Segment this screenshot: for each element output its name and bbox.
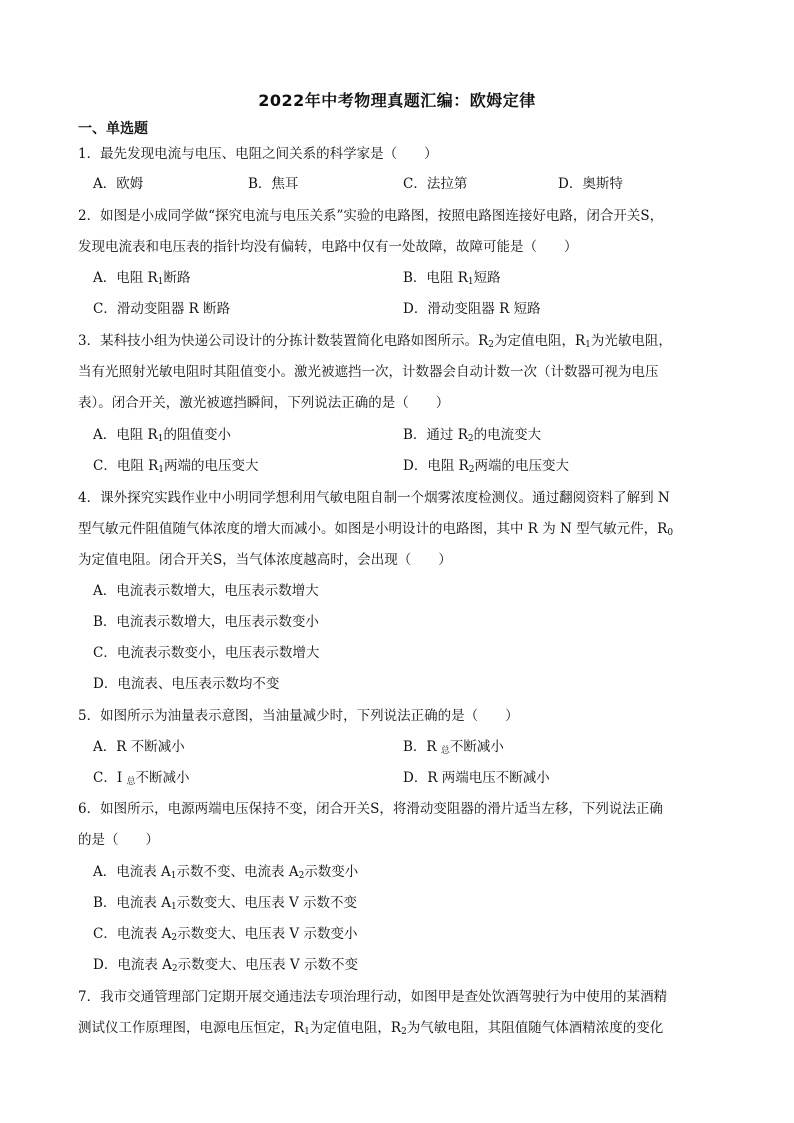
- question-3-stem-line-2: 当有光照射光敏电阻时其阻值变小。激光被遮挡一次，计数器会自动计数一次（计数器可视为电压: [78, 364, 659, 380]
- question-5-option-d: D．R 两端电压不断减小: [403, 770, 550, 786]
- question-1-option-c: C．法拉第: [403, 176, 468, 192]
- question-4-stem-line-1: 4．课外探究实践作业中小明同学想利用气敏电阻自制一个烟雾浓度检测仪。通过翻阅资料了解到 N: [78, 490, 670, 506]
- question-5-option-b: B．R $_总$不断减小: [403, 739, 504, 756]
- question-5-option-c: C．I $_总$不断减小: [93, 770, 190, 787]
- question-2-option-a: A．电阻 $R_1$断路: [93, 270, 191, 287]
- question-2-option-c: C．滑动变阻器 R 断路: [93, 301, 231, 317]
- question-5-stem: 5．如图所示为油量表示意图，当油量减少时，下列说法正确的是（ ）: [78, 708, 519, 724]
- question-3-option-a: A．电阻 $R_1$的阻值变小: [93, 427, 231, 444]
- question-6-option-b: B．电流表 $A_1$示数变大、电压表 V 示数不变: [93, 895, 358, 912]
- question-4-option-d: D．电流表、电压表示数均不变: [93, 676, 280, 692]
- question-1-option-b: B．焦耳: [248, 176, 299, 192]
- question-2-option-b: B．电阻 $R_1$短路: [403, 270, 501, 287]
- question-4-stem-line-3: 为定值电阻。闭合开关S，当气体浓度越高时，会出现（ ）: [78, 552, 452, 568]
- question-6-option-d: D．电流表 $A_2$示数变大、电压表 V 示数不变: [93, 957, 358, 974]
- question-2-stem-line-2: 发现电流表和电压表的指针均没有偏转，电路中仅有一处故障，故障可能是（ ）: [78, 239, 578, 255]
- question-3-stem-line-3: 表）。闭合开关，激光被遮挡瞬间，下列说法正确的是（ ）: [78, 395, 450, 411]
- question-7-stem-line-2: 测试仪工作原理图，电源电压恒定，$R_1$为定值电阻，$R_2$为气敏电阻，其阻值随气体酒精浓度的变化: [78, 1020, 664, 1037]
- question-4-stem-line-2: 型气敏元件阻值随气体浓度的增大而减小。如图是小明设计的电路图，其中 R 为 N 型气敏元件，$R_0$: [78, 521, 674, 538]
- question-4-option-b: B．电流表示数增大，电压表示数变小: [93, 614, 319, 630]
- section-heading: 一、单选题: [78, 121, 148, 137]
- question-4-option-a: A．电流表示数增大，电压表示数增大: [93, 583, 319, 599]
- question-3-option-c: C．电阻 $R_1$两端的电压变大: [93, 458, 259, 475]
- question-2-option-d: D．滑动变阻器 R 短路: [403, 301, 541, 317]
- question-2-stem-line-1: 2．如图是小成同学做“探究电流与电压关系”实验的电路图，按照电路图连接好电路，闭合开关S，: [78, 208, 664, 224]
- question-1-option-a: A．欧姆: [93, 176, 144, 192]
- question-6-stem-line-1: 6．如图所示，电源两端电压保持不变，闭合开关S，将滑动变阻器的滑片适当左移，下列说法正确: [78, 801, 663, 817]
- question-1-option-d: D．奥斯特: [558, 176, 623, 192]
- page-title: 2022年中考物理真题汇编：欧姆定律: [258, 91, 536, 110]
- question-6-stem-line-2: 的是（ ）: [78, 832, 159, 848]
- question-5-option-a: A．R 不断减小: [93, 739, 185, 755]
- question-4-option-c: C．电流表示数变小，电压表示数增大: [93, 645, 320, 661]
- question-3-option-d: D．电阻 $R_2$两端的电压变大: [403, 458, 570, 475]
- question-7-stem-line-1: 7．我市交通管理部门定期开展交通违法专项治理行动，如图甲是查处饮酒驾驶行为中使用的某酒精: [78, 989, 668, 1005]
- question-1-stem: 1．最先发现电流与电压、电阻之间关系的科学家是（ ）: [78, 146, 438, 162]
- question-3-option-b: B．通过 $R_2$的电流变大: [403, 427, 542, 444]
- question-6-option-c: C．电流表 $A_2$示数变大、电压表 V 示数变小: [93, 926, 358, 943]
- question-3-stem-line-1: 3．某科技小组为快递公司设计的分拣计数装置简化电路如图所示。$R_2$为定值电阻，$R_1$为光敏电阻，: [78, 333, 672, 350]
- question-6-option-a: A．电流表 $A_1$示数不变、电流表 $A_2$示数变小: [93, 864, 359, 881]
